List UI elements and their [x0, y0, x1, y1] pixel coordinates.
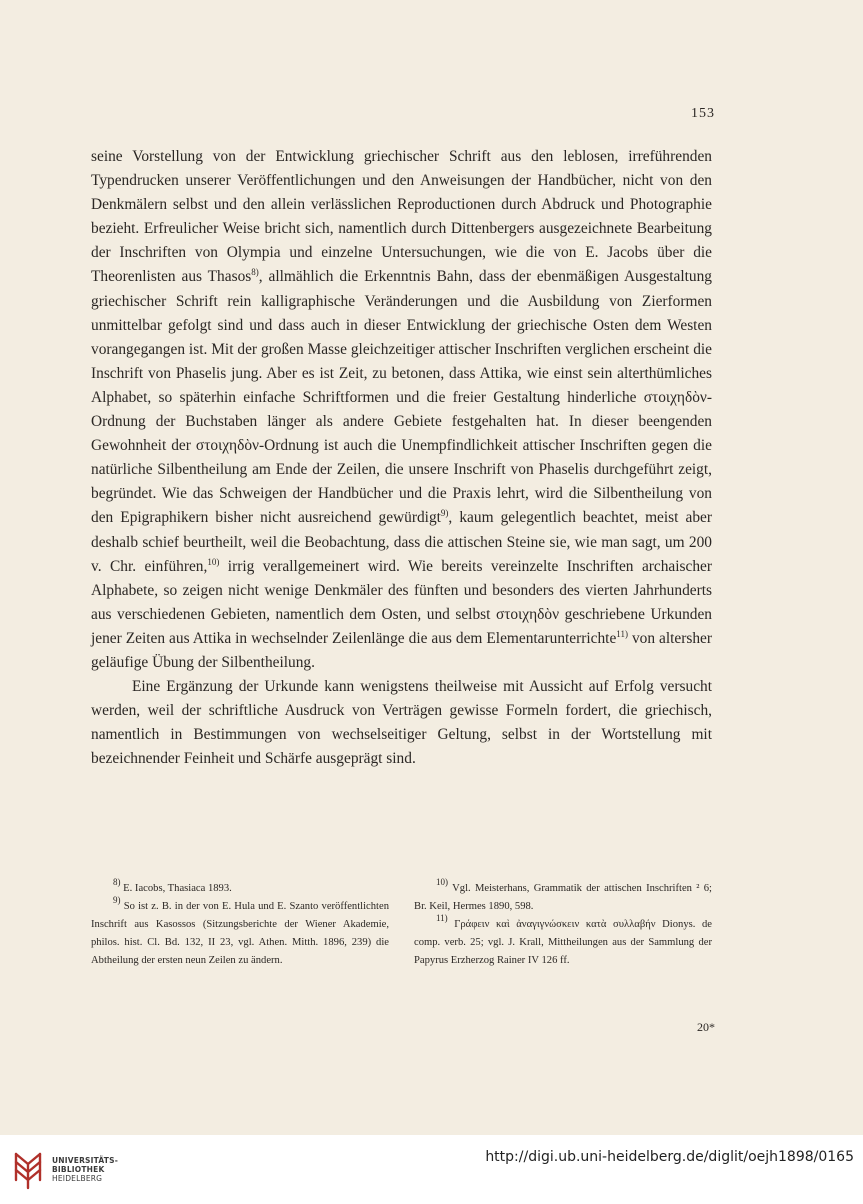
footnote-ref-8[interactable]: 8)	[251, 267, 259, 278]
main-text	[91, 145, 712, 771]
paragraph-1: seine Vorstellung von der Entwicklung griechischer Schrift aus den leblosen, irreführenden Typendrucken unserer Veröffentlichungen und den Anweisungen der Handbücher, nicht von den Denkmälern selbst und den allein verlässlichen Reproductionen durch Abdruck und Photographie bezieht. Erfreulicher Weise bricht sich, namentlich durch Dittenbergers ausgezeichnete Bearbeitung der Inschriften von Olympia und einzelne Untersuchungen, wie die von E. Jacobs über die Theorenlisten aus Thasos$^{8)}$, allmählich die Erkenntnis Bahn, dass der ebenmäßigen Ausgestaltung griechischer Schrift rein kalligraphische Veränderungen und die Ausbildung von Zierformen unmittelbar gefolgt sind und dass auch in dieser Entwicklung der griechische Osten dem Westen vorangegangen ist. Mit der großen Masse gleichzeitiger attischer Inschriften verglichen erscheint die Inschrift von Phaselis jung. Aber es ist Zeit, zu betonen, dass Attika, wie einst sein alterthümliches Alphabet, so späterhin einfache Schriftformen und die freier Gestaltung hinderliche στοιχηδὸν-Ordnung der Buchstaben länger als andere Gebiete festgehalten hat. In dieser beengenden Gewohnheit der στοιχηδὸν-Ordnung ist auch die Unempfindlichkeit attischer Inschriften gegen die natürliche Silbentheilung am Ende der Zeilen, die unsere Inschrift von Phaselis durchgeführt zeigt, begründet. Wie das Schweigen der Handbücher und die Praxis lehrt, wird die Silbentheilung von den Epigraphikern bisher nicht ausreichend gewürdigt$^{9)}$, kaum gelegentlich beachtet, meist aber deshalb schief beurtheilt, weil die Beobachtung, dass die attischen Steine sie, wie man sagt, um 200 v. Chr. einführen,$^{10)}$ irrig verallgemeinert wird. Wie bereits vereinzelte Inschriften archaischer Alphabete, so zeigen nicht wenige Denkmäler des fünften und besonders des vierten Jahrhunderts aus verschiedenen Gebieten, namentlich dem Osten, und selbst στοιχηδὸν geschriebene Urkunden jener Zeiten aus Attika in wechselnder Zeilenlänge die aus dem Elementarunterrichte$^{11)}$ von altersher geläufige Übung der Silbentheilung.	[91, 148, 713, 671]
footnotes-right-column	[414, 877, 712, 970]
footer-bar	[0, 1135, 863, 1204]
library-logo-icon	[10, 1150, 46, 1190]
paragraph-2: Eine Ergänzung der Urkunde kann wenigstens theilweise mit Aussicht auf Erfolg versucht werden, weil der schriftliche Ausdruck von Verträgen gewisse Formeln fordert, die griechisch, namentlich in Bestimmungen von wechselseitiger Geltung, selbst in der Wortstellung mit bezeichnender Feinheit und Schärfe ausgeprägt sind.	[91, 678, 712, 768]
library-name: UNIVERSITÄTS- BIBLIOTHEK HEIDELBERG	[52, 1156, 119, 1183]
footnotes	[91, 877, 712, 970]
footnote-ref-11[interactable]: 11)	[616, 628, 628, 639]
page-number: 153	[691, 106, 715, 121]
footnote-ref-10[interactable]: 10)	[207, 556, 220, 567]
footnote-9: $^{9)}$ So ist z. B. in der von E. Hula und E. Szanto veröffentlichten Inschrift aus Kasossos (Sitzungsberichte der Wiener Akademie, philos. hist. Cl. Bd. 132, II 23, vgl. Athen. Mitth. 1896, 239) die Abtheilung der ersten neun Zeilen zu ändern.	[91, 895, 389, 966]
footnote-8: $^{8)}$ E. Iacobs, Thasiaca 1893.	[113, 877, 232, 894]
footnote-10: $^{10)}$ Vgl. Meisterhans, Grammatik der attischen Inschriften ² 6; Br. Keil, Hermes 1890, 598.	[414, 877, 712, 912]
source-url-link[interactable]: http://digi.ub.uni-heidelberg.de/diglit/oejh1898/0165	[485, 1149, 854, 1165]
footnote-11: $^{11)}$ Γράφειν καὶ ἀναγιγνώσκειν κατὰ συλλαβήν Dionys. de comp. verb. 25; vgl. J. Krall, Mittheilungen aus der Sammlung der Papyrus Erzherzog Rainer IV 126 ff.	[414, 913, 712, 966]
footnotes-left-column	[91, 877, 389, 970]
sheet-signature: 20*	[697, 1020, 715, 1034]
footnote-ref-9[interactable]: 9)	[440, 508, 449, 519]
